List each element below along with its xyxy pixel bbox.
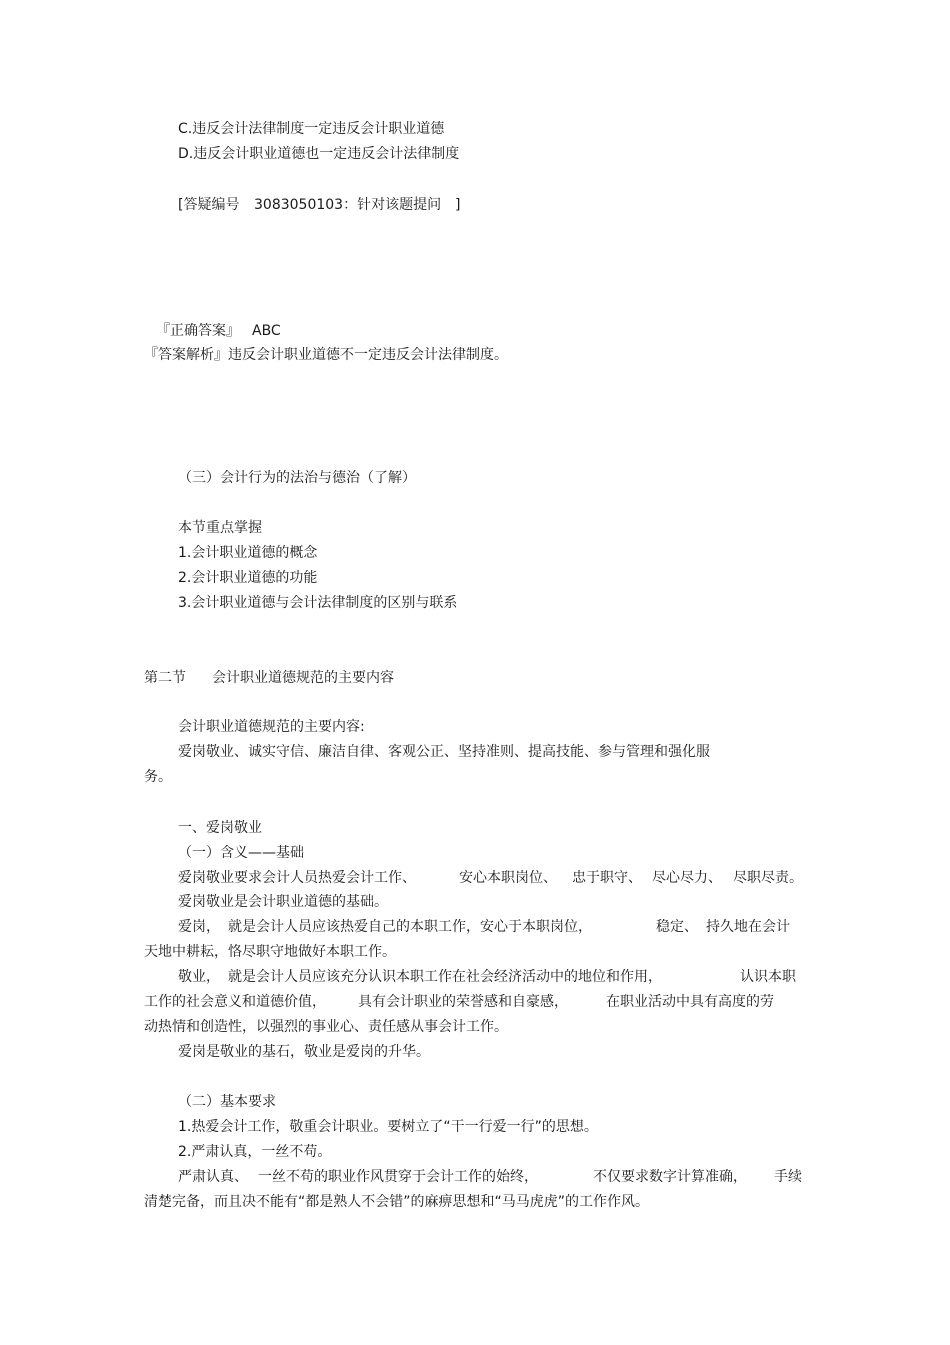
key-point-item: 2.会计职业道德的功能 — [178, 570, 318, 586]
text-segment: 手续 — [774, 1169, 802, 1185]
text-segment: 严肃认真、 — [178, 1169, 248, 1185]
correct-answer-value: ABC — [252, 323, 281, 339]
chapter-label: 第二节 — [144, 670, 186, 686]
text-segment: 忠于职守、 — [572, 870, 642, 886]
text-segment: 不仅要求数字计算准确， — [593, 1169, 747, 1185]
part1-p2: 爱岗敬业是会计职业道德的基础。 — [178, 894, 388, 910]
part1-p3-cont: 天地中耕耘，恪尽职守地做好本职工作。 — [144, 944, 396, 960]
text-segment: 具有会计职业的荣誉感和自豪感， — [358, 994, 568, 1010]
reference-close: ] — [455, 197, 461, 213]
key-point-item: 1.会计职业道德的概念 — [178, 545, 318, 561]
option-c: C.违反会计法律制度一定违反会计职业道德 — [178, 121, 445, 137]
main-content-list: 爱岗敬业、诚实守信、廉洁自律、客观公正、坚持准则、提高技能、参与管理和强化服 — [178, 744, 710, 760]
key-points-title: 本节重点掌握 — [178, 520, 262, 536]
text-segment: 持久地在会计 — [706, 919, 790, 935]
reference-number[interactable]: 3083050103：针对该题提问 — [254, 197, 442, 213]
requirement-item: 2.严肃认真，一丝不苟。 — [178, 1144, 332, 1160]
text-segment: 爱岗敬业要求会计人员热爱会计工作、 — [178, 870, 416, 886]
requirement-item-cont: 清楚完备，而且决不能有“都是熟人不会错”的麻痹思想和“马马虎虎”的工作作风。 — [144, 1194, 650, 1210]
part1-heading: 一、爱岗敬业 — [178, 820, 262, 836]
text-segment: 一丝不苟的职业作风贯穿于会计工作的始终， — [258, 1169, 538, 1185]
part1-sub1: （一）含义——基础 — [178, 845, 304, 861]
answer-analysis: 『答案解析』违反会计职业道德不一定违反会计法律制度。 — [144, 347, 508, 363]
correct-answer-label: 『正确答案』 — [156, 323, 240, 339]
text-segment: 就是会计人员应该热爱自己的本职工作，安心于本职岗位， — [228, 919, 592, 935]
requirement-item: 1.热爱会计工作，敬重会计职业。要树立了“干一行爱一行”的思想。 — [178, 1119, 598, 1135]
text-segment: 敬业， — [178, 969, 220, 985]
text-segment: 认识本职 — [740, 969, 796, 985]
text-segment: 尽心尽力、 — [652, 870, 722, 886]
main-content-list-cont: 务。 — [144, 769, 172, 785]
text-segment: 在职业活动中具有高度的劳 — [606, 994, 774, 1010]
key-point-item: 3.会计职业道德与会计法律制度的区别与联系 — [178, 595, 458, 611]
reference-open: [答疑编号 — [178, 197, 240, 213]
part1-p5: 爱岗是敬业的基石，敬业是爱岗的升华。 — [178, 1044, 430, 1060]
text-segment: 爱岗， — [178, 919, 220, 935]
text-segment: 就是会计人员应该充分认识本职工作在社会经济活动中的地位和作用， — [228, 969, 662, 985]
part1-p4-cont: 动热情和创造性，以强烈的事业心、责任感从事会计工作。 — [144, 1019, 508, 1035]
text-segment: 尽职尽责。 — [733, 870, 803, 886]
main-content-intro: 会计职业道德规范的主要内容: — [178, 719, 365, 735]
chapter-title: 会计职业道德规范的主要内容 — [212, 670, 394, 686]
text-segment: 稳定、 — [656, 919, 698, 935]
part1-sub2: （二）基本要求 — [178, 1094, 276, 1110]
text-segment: 安心本职岗位、 — [459, 870, 557, 886]
text-segment: 工作的社会意义和道德价值， — [144, 994, 326, 1010]
option-d: D.违反会计职业道德也一定违反会计法律制度 — [178, 146, 460, 162]
section3-title: （三）会计行为的法治与德治（了解） — [178, 470, 416, 486]
